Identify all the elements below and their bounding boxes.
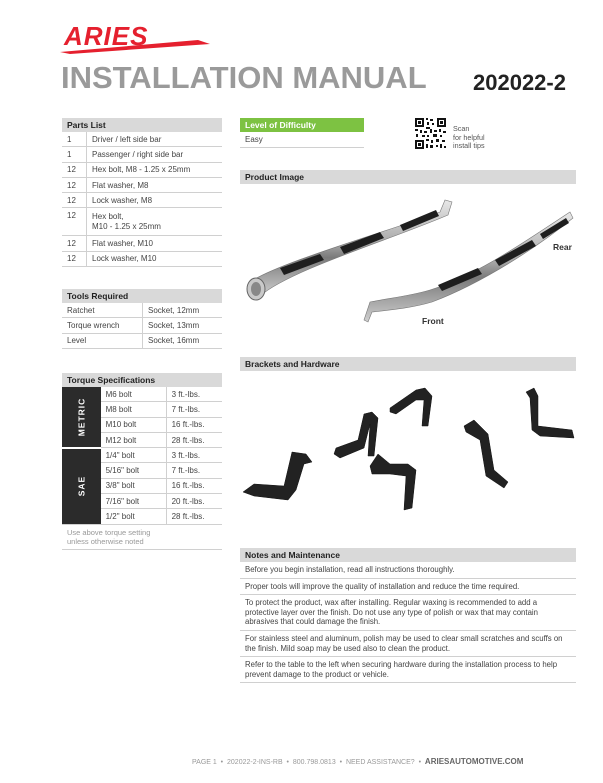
table-row (62, 333, 222, 348)
torque-cell: 7 ft.-lbs. (166, 402, 222, 417)
tools-required (62, 289, 222, 349)
torque-cell: 28 ft.-lbs. (166, 509, 222, 524)
torque-cell: 16 ft.-lbs. (166, 417, 222, 432)
torque-specifications (62, 373, 222, 550)
desc-cell (87, 208, 223, 236)
bracket-1 (390, 388, 432, 426)
desc-line: M10 - 1.25 x 25mm (92, 221, 161, 231)
footer-site-link[interactable]: ARIESAUTOMOTIVE.COM (424, 757, 524, 766)
front-label: Front (422, 316, 444, 326)
bolt-cell: M10 bolt (101, 417, 167, 432)
torque-cell: 16 ft.-lbs. (166, 478, 222, 493)
table-row (62, 303, 222, 318)
socket-cell: Socket, 13mm (143, 318, 223, 333)
note-item: For stainless steel and aluminum, polish may be used to clear small scratches and scuffs on the finish. Mild soap may be used also to clean the product. (240, 631, 576, 657)
bolt-cell: 5/16" bolt (101, 463, 167, 478)
note-item: Refer to the table to the left when securing hardware during the installation process to help prevent damage to the product or vehicle. (240, 657, 576, 683)
bracket-5 (464, 420, 508, 488)
torque-heading: Torque Specifications (62, 373, 222, 387)
qty-cell: 12 (62, 208, 87, 236)
qty-cell: 12 (62, 162, 87, 177)
qr-caption-line: Scan (453, 124, 470, 133)
bracket-4 (370, 454, 416, 510)
bracket-6 (526, 388, 574, 438)
parts-table (62, 132, 222, 267)
product-image-heading: Product Image (240, 170, 576, 184)
note-item: To protect the product, wax after installing. Regular waxing is recommended to add a protective layer over the finish. Do not use any type of polish or wax that may contain abrasives that could damage the finish. (240, 595, 576, 631)
bracket-3 (243, 452, 312, 500)
difficulty-box (240, 118, 364, 148)
footer-phone[interactable]: 800.798.0813 (292, 759, 336, 766)
bolt-cell: M8 bolt (101, 402, 167, 417)
torque-cell: 20 ft.-lbs. (166, 494, 222, 509)
qty-cell: 1 (62, 132, 87, 147)
desc-cell: Driver / left side bar (87, 132, 223, 147)
table-row (62, 387, 222, 402)
table-row (62, 162, 222, 177)
notes-heading: Notes and Maintenance (240, 548, 576, 562)
logo-text: ARIES (64, 22, 149, 51)
footer-page: PAGE 1 (192, 759, 217, 766)
bolt-cell: 7/16" bolt (101, 494, 167, 509)
table-row (62, 177, 222, 192)
torque-cell: 3 ft.-lbs. (166, 387, 222, 402)
tool-cell: Level (62, 333, 143, 348)
page-title: INSTALLATION MANUAL (61, 60, 427, 95)
footer: PAGE 1 • 202022-2-INS-RB • 800.798.0813 • NEED ASSISTANCE? • ARIESAUTOMOTIVE.COM (192, 757, 524, 766)
socket-cell: Socket, 12mm (143, 303, 223, 318)
brackets-heading: Brackets and Hardware (240, 357, 576, 371)
part-number: 202022-2 (473, 70, 566, 95)
desc-cell: Lock washer, M10 (87, 251, 223, 266)
qty-cell: 12 (62, 193, 87, 208)
rear-label: Rear (553, 242, 572, 252)
torque-note (62, 528, 222, 550)
aries-logo (60, 22, 210, 54)
desc-cell: Hex bolt, M8 - 1.25 x 25mm (87, 162, 223, 177)
qty-cell: 12 (62, 177, 87, 192)
table-row (62, 448, 222, 463)
sae-label (62, 448, 101, 524)
table-row (62, 318, 222, 333)
desc-line: Hex bolt, (92, 211, 124, 221)
bolt-cell: M12 bolt (101, 432, 167, 447)
qr-code-icon[interactable] (414, 117, 447, 150)
torque-cell: 7 ft.-lbs. (166, 463, 222, 478)
tool-cell: Torque wrench (62, 318, 143, 333)
note-item: Before you begin installation, read all instructions thoroughly. (240, 562, 576, 579)
table-row (62, 208, 222, 236)
notes-maintenance (240, 548, 576, 683)
difficulty-value: Easy (240, 132, 364, 148)
table-row (62, 132, 222, 147)
bolt-cell: 1/2" bolt (101, 509, 167, 524)
tools-table (62, 303, 222, 349)
note-item: Proper tools will improve the quality of installation and reduce the time required. (240, 579, 576, 596)
sae-label-text: SAE (76, 475, 87, 497)
running-boards-image (240, 190, 576, 340)
desc-cell: Flat washer, M10 (87, 236, 223, 251)
qr-caption-line: for helpful (453, 132, 485, 142)
bracket-2 (334, 412, 378, 458)
tools-heading: Tools Required (62, 289, 222, 303)
desc-cell: Flat washer, M8 (87, 177, 223, 192)
bolt-cell: M6 bolt (101, 387, 167, 402)
qr-caption-line: install tips (453, 141, 485, 150)
qty-cell: 12 (62, 251, 87, 266)
table-row (62, 147, 222, 162)
torque-note-line: unless otherwise noted (67, 536, 144, 546)
metric-label (62, 387, 101, 448)
table-row (62, 193, 222, 208)
qty-cell: 12 (62, 236, 87, 251)
footer-doc: 202022-2-INS-RB (227, 759, 283, 766)
table-row (62, 236, 222, 251)
bolt-cell: 3/8" bolt (101, 478, 167, 493)
torque-table (62, 387, 222, 525)
socket-cell: Socket, 16mm (143, 333, 223, 348)
torque-cell: 3 ft.-lbs. (166, 448, 222, 463)
parts-list (62, 118, 222, 267)
parts-list-heading: Parts List (62, 118, 222, 132)
bolt-cell: 1/4" bolt (101, 448, 167, 463)
desc-cell: Lock washer, M8 (87, 193, 223, 208)
torque-note-line: Use above torque setting (67, 527, 151, 537)
metric-label-text: METRIC (76, 397, 87, 437)
desc-cell: Passenger / right side bar (87, 147, 223, 162)
tool-cell: Ratchet (62, 303, 143, 318)
footer-assist: NEED ASSISTANCE? (345, 759, 415, 766)
torque-cell: 28 ft.-lbs. (166, 432, 222, 447)
table-row (62, 251, 222, 266)
qr-caption (453, 125, 485, 151)
qty-cell: 1 (62, 147, 87, 162)
brackets-image (240, 378, 576, 518)
difficulty-heading: Level of Difficulty (240, 118, 364, 132)
